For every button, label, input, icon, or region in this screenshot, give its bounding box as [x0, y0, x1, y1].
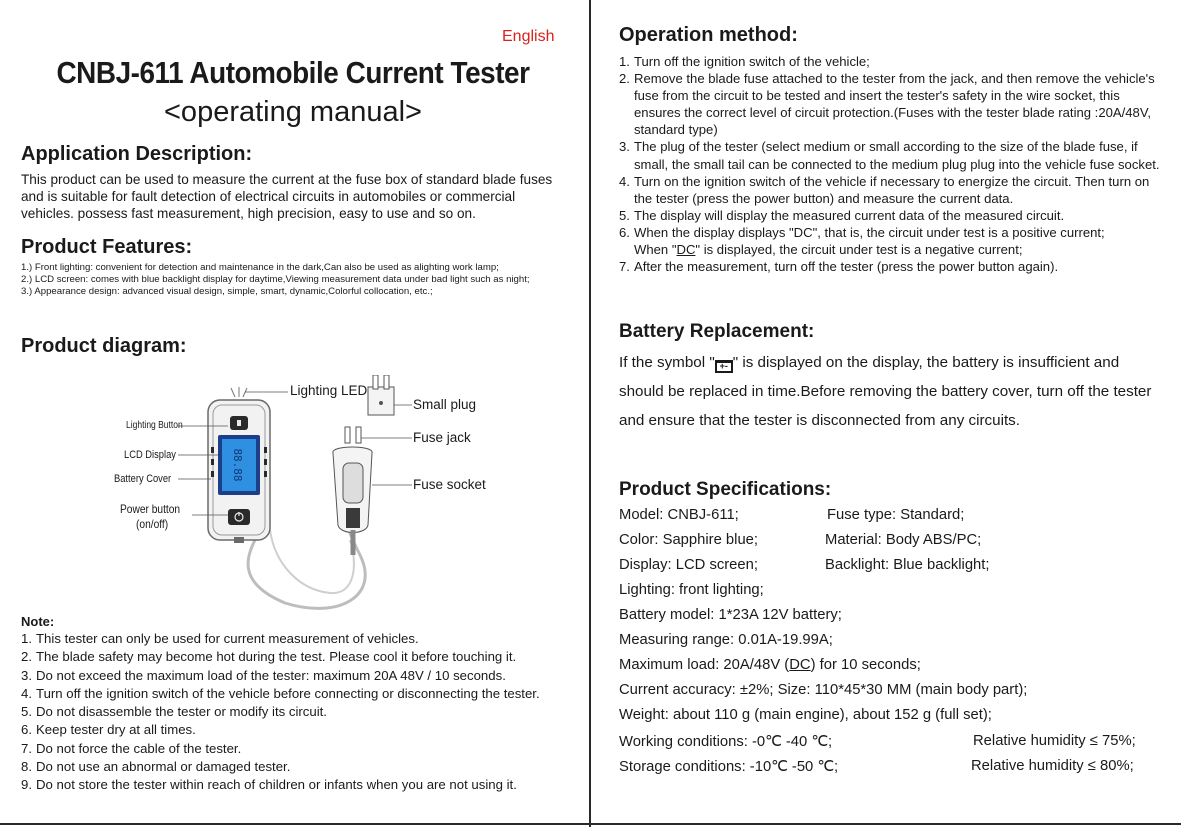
operation-item: 5. The display will display the measured current data of the measured circuit.: [619, 207, 1065, 223]
note-heading: Note:: [21, 614, 55, 629]
label-lighting-led: Lighting LED: [290, 383, 368, 398]
spec-working-humidity: Relative humidity ≤ 75%;: [973, 733, 1136, 749]
spec-material: Material: Body ABS/PC;: [825, 532, 982, 548]
operation-heading: Operation method:: [619, 24, 798, 46]
note-item: 9. Do not store the tester within reach of children or infants when you are not using it.: [21, 777, 517, 793]
note-item: 3. Do not exceed the maximum load of the tester: maximum 20A 48V / 10 seconds.: [21, 667, 506, 683]
spec-backlight: Backlight: Blue backlight;: [825, 557, 990, 573]
operation-item: 7. After the measurement, turn off the tester (press the power button again).: [619, 259, 1059, 275]
center-divider: [589, 0, 591, 827]
product-diagram: [100, 375, 520, 615]
page-subtitle: <operating manual>: [164, 96, 422, 128]
spec-battery-model: Battery model: 1*23A 12V battery;: [619, 607, 842, 623]
label-power-button: Power button: [120, 502, 181, 516]
application-heading: Application Description:: [21, 143, 253, 165]
note-item: 1. This tester can only be used for current measurement of vehicles.: [21, 631, 419, 646]
bottom-rule: [0, 823, 1181, 825]
feature-item: 2.) LCD screen: comes with blue backlight display for daytime,Viewing measurement data under bad light such as night;: [21, 274, 530, 285]
label-power-button-sub: (on/off): [136, 517, 169, 531]
features-heading: Product Features:: [21, 236, 193, 258]
application-text: This product can be used to measure the current at the fuse box of standard blade fuses and is suitable for fault detection of electrical circuits in automobiles or commercial vehicles. possess fast measurement, high precision, easy to use and so on.: [21, 172, 553, 221]
label-lcd-display: LCD Display: [124, 449, 176, 461]
spec-storage-humidity: Relative humidity ≤ 80%;: [971, 758, 1134, 774]
label-battery-cover: Battery Cover: [114, 473, 172, 485]
operation-item: 6. When the display displays "DC", that is, the circuit under test is a positive current; When "DC" is displayed, the circuit under test is a negative current;: [619, 224, 1105, 258]
label-lighting-button: Lighting Button: [126, 420, 183, 431]
feature-item: 3.) Appearance design: advanced visual design, simple, smart, dynamic,Colorful collocation, etc.;: [21, 286, 433, 297]
label-small-plug: Small plug: [413, 397, 477, 412]
operation-item: 1. Turn off the ignition switch of the vehicle;: [619, 54, 870, 69]
feature-item: 1.) Front lighting: convenient for detection and maintenance in the dark,Can also be used as alighting work lamp;: [21, 262, 499, 273]
specs-table: [619, 507, 1174, 787]
spec-fuse-type: Fuse type: Standard;: [827, 507, 965, 523]
battery-low-icon: +-: [715, 360, 733, 373]
specs-heading: Product Specifications:: [619, 479, 832, 500]
operation-item: 2. Remove the blade fuse attached to the tester from the jack, and then remove the vehicle's fuse from the circuit to be tested and insert the tester's safety in the wire socket, this ensures the correct level of circuit protection.(Fuses with the tester blade rating :20A/48V, standard type): [619, 71, 1155, 138]
spec-range: Measuring range: 0.01A-19.99A;: [619, 632, 833, 648]
note-item: 7. Do not force the cable of the tester.: [21, 740, 242, 756]
note-item: 8. Do not use an abnormal or damaged tester.: [21, 759, 291, 775]
label-fuse-socket: Fuse socket: [413, 477, 486, 492]
spec-model: Model: CNBJ-611;: [619, 507, 739, 523]
spec-display: Display: LCD screen;: [619, 557, 758, 573]
page-title: CNBJ-611 Automobile Current Tester: [56, 55, 530, 90]
battery-text: If the symbol " +- " is displayed on the display, the battery is insufficient and should be replaced in time.Before removing the battery cover, turn off the tester and ensure that the tester is disconnected from any circuits.: [619, 354, 1152, 429]
spec-accuracy: Current accuracy: ±2%; Size: 110*45*30 MM (main body part);: [619, 682, 1028, 698]
note-item: 6. Keep tester dry at all times.: [21, 722, 196, 738]
spec-lighting: Lighting: front lighting;: [619, 582, 764, 598]
operation-item: 3. The plug of the tester (select medium or small according to the size of the blade fuse, if small, the small tail can be connected to the medium plug plug into the vehicle fuse socket.: [619, 139, 1160, 172]
spec-max-load: Maximum load: 20A/48V (DC) for 10 seconds;: [619, 657, 921, 673]
spec-working: Working conditions: -0℃ -40 ℃;: [619, 734, 833, 750]
operation-item: 4. Turn on the ignition switch of the vehicle if necessary to energize the circuit. Then turn on the tester (press the power button) and measure the current data.: [619, 173, 1150, 206]
note-item: 2. The blade safety may become hot during the test. Please cool it before touching it.: [21, 649, 517, 665]
operation-list: [619, 53, 1167, 275]
battery-heading: Battery Replacement:: [619, 321, 815, 342]
features-list: [21, 262, 576, 298]
diagram-heading: Product diagram:: [21, 335, 187, 357]
language-label: English: [502, 28, 555, 45]
note-list: [21, 630, 581, 795]
label-fuse-jack: Fuse jack: [413, 430, 471, 445]
note-item: 4. Turn off the ignition switch of the vehicle before connecting or disconnecting the tester.: [21, 685, 540, 701]
spec-weight: Weight: about 110 g (main engine), about 152 g (full set);: [619, 707, 992, 723]
lcd-value: 88.88: [231, 448, 244, 482]
spec-color: Color: Sapphire blue;: [619, 532, 759, 548]
spec-storage: Storage conditions: -10℃ -50 ℃;: [619, 759, 839, 775]
note-item: 5. Do not disassemble the tester or modify its circuit.: [21, 704, 327, 720]
